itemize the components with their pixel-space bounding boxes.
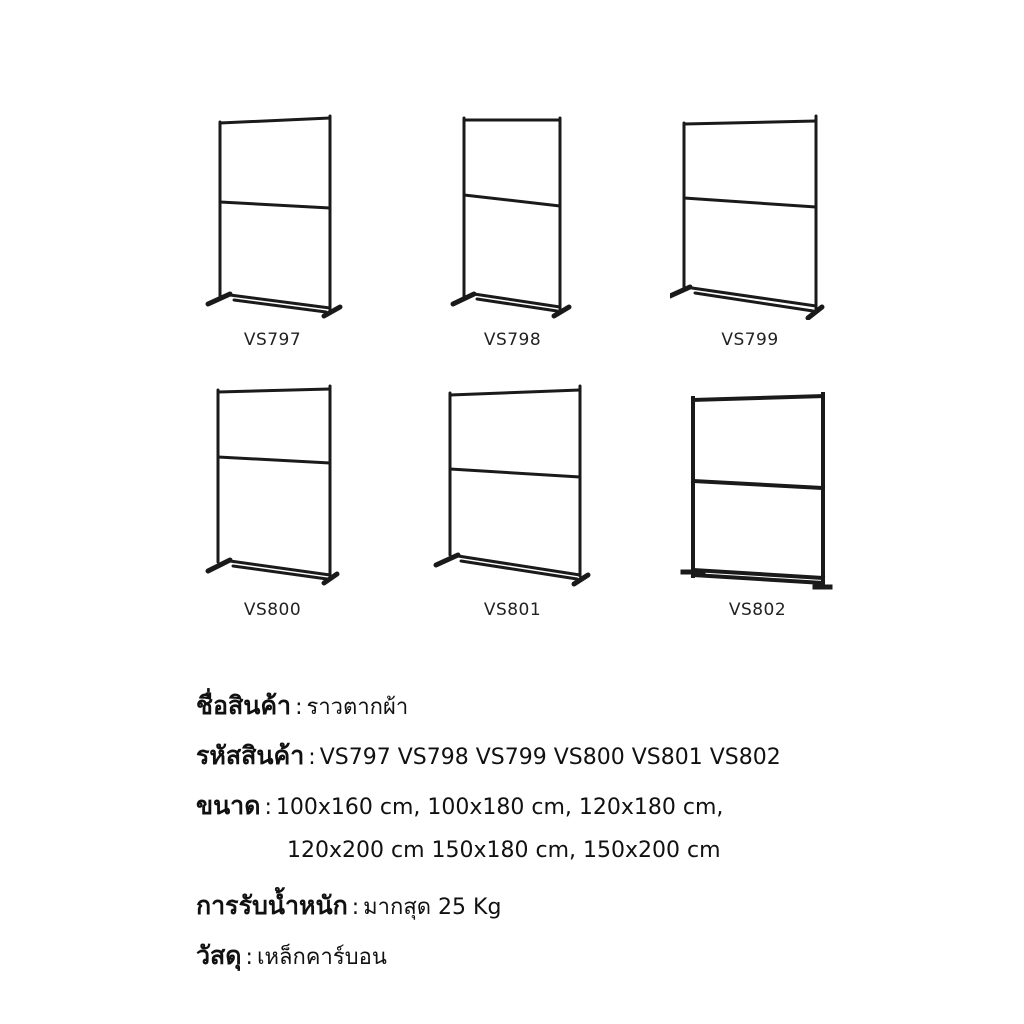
clothes-rack-image	[200, 110, 345, 320]
spec-key: ขนาด	[196, 791, 261, 820]
product-code-label: VS798	[483, 330, 542, 350]
spec-value: ราวตากผ้า	[306, 695, 409, 720]
clothes-rack-image	[430, 380, 595, 590]
spec-size-continued	[287, 838, 721, 863]
product-vs800	[200, 380, 345, 625]
spec-load-capacity	[196, 886, 501, 926]
clothes-rack-image	[675, 380, 840, 590]
spec-product-name	[196, 686, 408, 726]
spec-material	[196, 936, 387, 976]
spec-product-codes	[196, 736, 781, 776]
spec-separator: :	[264, 795, 272, 820]
product-vs799	[670, 110, 830, 355]
product-vs797	[200, 110, 345, 355]
spec-separator: :	[245, 945, 253, 970]
spec-value: มากสุด 25 Kg	[363, 895, 502, 920]
product-code-label: VS799	[721, 330, 779, 350]
product-code-label: VS800	[243, 600, 302, 620]
product-vs798	[440, 110, 585, 355]
clothes-rack-image	[440, 110, 585, 320]
spec-key: ชื่อสินค้า	[196, 691, 292, 720]
spec-value: 120x200 cm 150x180 cm, 150x200 cm	[287, 838, 721, 863]
clothes-rack-image	[200, 380, 345, 590]
spec-size	[196, 786, 723, 826]
product-vs801	[430, 380, 595, 625]
spec-key: รหัสสินค้า	[196, 741, 305, 770]
product-code-label: VS802	[728, 600, 787, 620]
spec-separator: :	[308, 745, 316, 770]
spec-value: เหล็กคาร์บอน	[256, 945, 387, 970]
clothes-rack-image	[670, 110, 830, 320]
spec-value: VS797 VS798 VS799 VS800 VS801 VS802	[319, 745, 781, 770]
spec-separator: :	[351, 895, 360, 920]
product-code-label: VS797	[243, 330, 302, 350]
product-code-label: VS801	[483, 600, 542, 620]
spec-key: การรับน้ำหนัก	[196, 891, 348, 920]
spec-separator: :	[295, 695, 303, 720]
spec-value: 100x160 cm, 100x180 cm, 120x180 cm,	[275, 795, 724, 820]
spec-key: วัสดุ	[196, 941, 242, 970]
product-vs802	[675, 380, 840, 625]
